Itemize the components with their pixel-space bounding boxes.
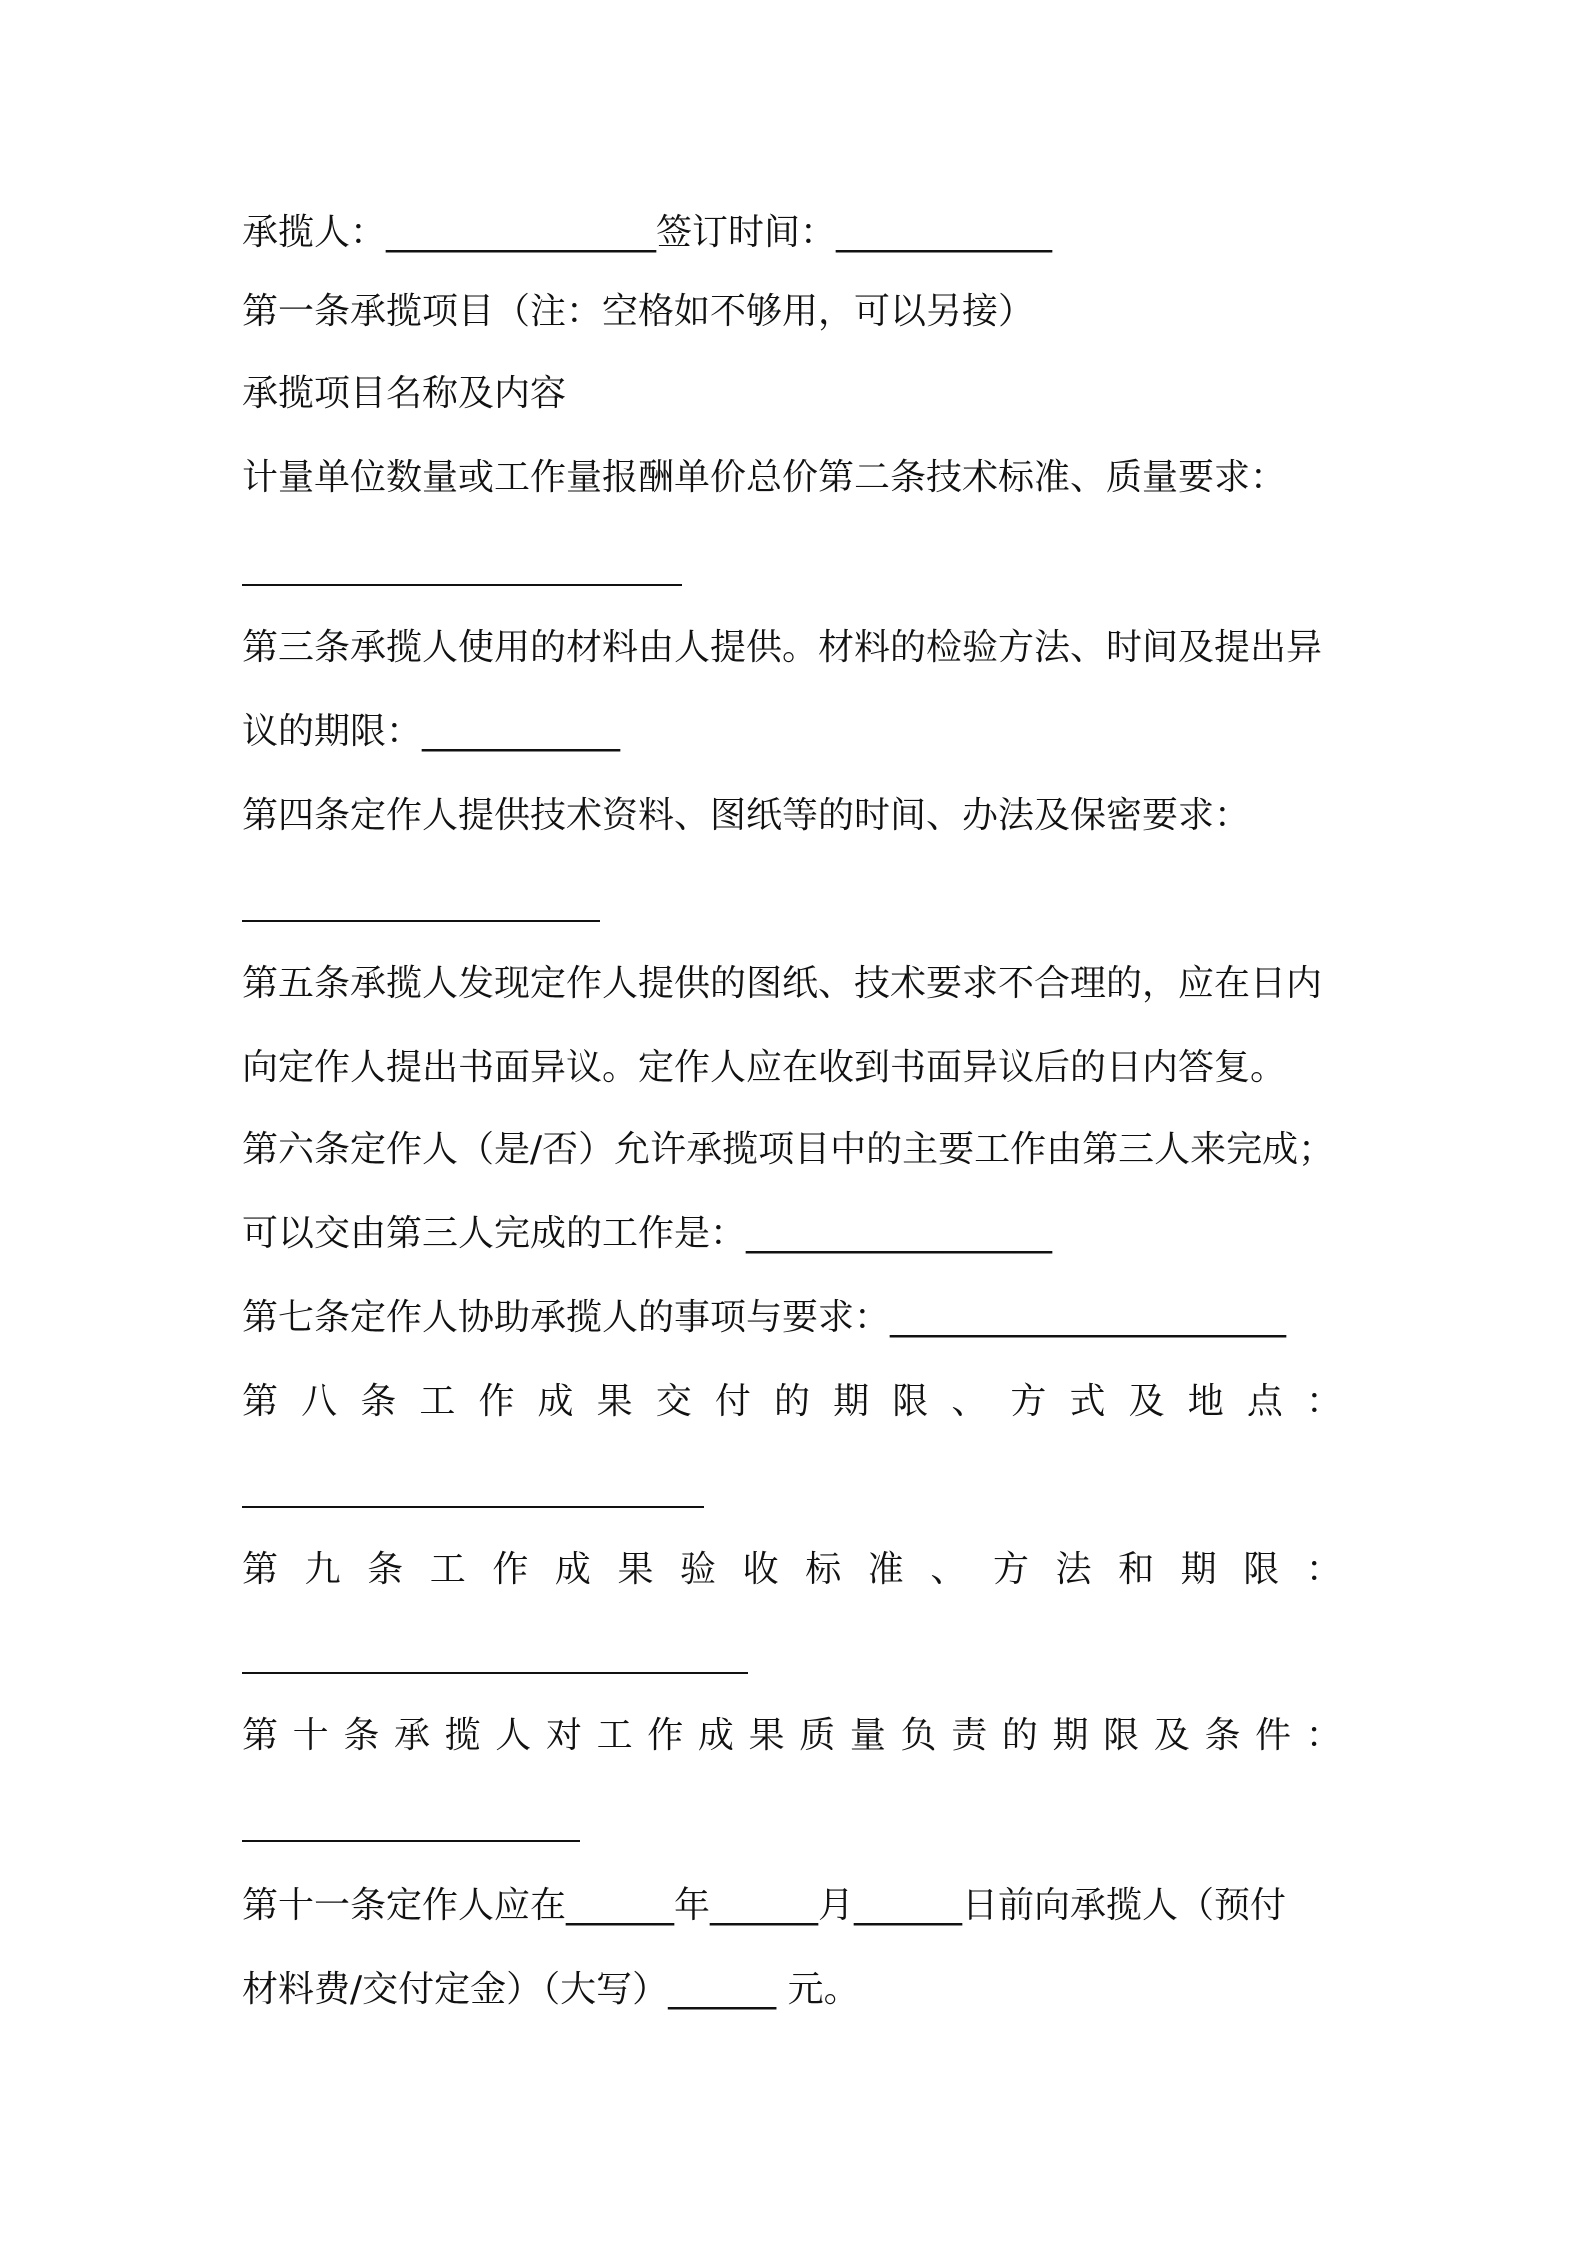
char: 作 — [492, 1549, 529, 1590]
char: 及 — [1128, 1381, 1165, 1422]
article-2-blank — [242, 584, 682, 586]
char: 第 — [242, 1549, 279, 1590]
char: 果 — [596, 1381, 633, 1422]
article-9-blank — [242, 1672, 748, 1674]
char: 成 — [554, 1549, 591, 1590]
char: 地 — [1187, 1381, 1224, 1422]
char: 承 — [393, 1715, 430, 1756]
char: 期 — [1052, 1715, 1089, 1756]
article-10-blank — [242, 1840, 580, 1842]
char: 第 — [242, 1715, 279, 1756]
article-10-line — [242, 1712, 1342, 1760]
char: 限 — [892, 1381, 929, 1422]
char: 验 — [680, 1549, 717, 1590]
char: 、 — [930, 1549, 967, 1590]
char: 方 — [1010, 1381, 1047, 1422]
char: 付 — [714, 1381, 751, 1422]
article-2-line: 计量单位数量或工作量报酬单价总价第二条技术标准、质量要求： — [242, 457, 1287, 498]
char: 法 — [1055, 1549, 1092, 1590]
char: 对 — [545, 1715, 582, 1756]
char: 期 — [833, 1381, 870, 1422]
char: 点 — [1246, 1381, 1283, 1422]
char: 成 — [537, 1381, 574, 1422]
char: 责 — [951, 1715, 988, 1756]
char: 条 — [360, 1381, 397, 1422]
char: 作 — [647, 1715, 684, 1756]
char: 限 — [1243, 1549, 1280, 1590]
article-3-line-1: 第三条承揽人使用的材料由人提供。材料的检验方法、时间及提出异 — [242, 627, 1323, 668]
article-4-blank — [242, 920, 600, 922]
article-7-line: 第七条定作人协助承揽人的事项与要求：______________________ — [242, 1297, 1287, 1338]
char: 条 — [367, 1549, 404, 1590]
contractor-signing-line: 承揽人：_______________签订时间：____________ — [242, 212, 1053, 253]
char: 件 — [1255, 1715, 1292, 1756]
article-11-line-1: 第十一条定作人应在______年______月______日前向承揽人（预付 — [242, 1885, 1287, 1926]
char: 第 — [242, 1381, 279, 1422]
article-5-line-2: 向定作人提出书面异议。定作人应在收到书面异议后的日内答复。 — [242, 1047, 1287, 1088]
article-8-blank — [242, 1506, 704, 1508]
char: 式 — [1069, 1381, 1106, 1422]
char: 成 — [697, 1715, 734, 1756]
article-8-line — [242, 1378, 1342, 1426]
char: 工 — [429, 1549, 466, 1590]
char: 的 — [1001, 1715, 1038, 1756]
char: 果 — [617, 1549, 654, 1590]
char: 量 — [849, 1715, 886, 1756]
char: 标 — [805, 1549, 842, 1590]
char: ： — [1305, 1381, 1342, 1422]
char: 限 — [1103, 1715, 1140, 1756]
char: 和 — [1118, 1549, 1155, 1590]
char: 交 — [655, 1381, 692, 1422]
char: ： — [1305, 1715, 1342, 1756]
article-11-line-2: 材料费/交付定金）（大写）______ 元。 — [242, 1969, 860, 2010]
article-4-line: 第四条定作人提供技术资料、图纸等的时间、办法及保密要求： — [242, 795, 1251, 836]
char: 十 — [292, 1715, 329, 1756]
char: 工 — [596, 1715, 633, 1756]
char: 条 — [1204, 1715, 1241, 1756]
char: 及 — [1153, 1715, 1190, 1756]
project-name-label: 承揽项目名称及内容 — [242, 373, 567, 414]
char: 九 — [304, 1549, 341, 1590]
char: 条 — [343, 1715, 380, 1756]
char: 人 — [495, 1715, 532, 1756]
char: ： — [1305, 1549, 1342, 1590]
char: 期 — [1180, 1549, 1217, 1590]
char: 八 — [301, 1381, 338, 1422]
article-9-line — [242, 1546, 1342, 1594]
char: 果 — [748, 1715, 785, 1756]
char: 收 — [742, 1549, 779, 1590]
article-5-line-1: 第五条承揽人发现定作人提供的图纸、技术要求不合理的，应在日内 — [242, 963, 1323, 1004]
article-3-line-2: 议的期限：___________ — [242, 711, 621, 752]
char: 准 — [867, 1549, 904, 1590]
article-1-heading: 第一条承揽项目（注：空格如不够用，可以另接） — [242, 291, 1035, 332]
char: 质 — [799, 1715, 836, 1756]
article-6-line-1: 第六条定作人（是/否）允许承揽项目中的主要工作由第三人来完成； — [242, 1129, 1335, 1170]
char: 方 — [992, 1549, 1029, 1590]
char: 工 — [419, 1381, 456, 1422]
char: 、 — [951, 1381, 988, 1422]
char: 负 — [900, 1715, 937, 1756]
article-6-line-2: 可以交由第三人完成的工作是：_________________ — [242, 1213, 1053, 1254]
char: 揽 — [444, 1715, 481, 1756]
char: 的 — [773, 1381, 810, 1422]
char: 作 — [478, 1381, 515, 1422]
